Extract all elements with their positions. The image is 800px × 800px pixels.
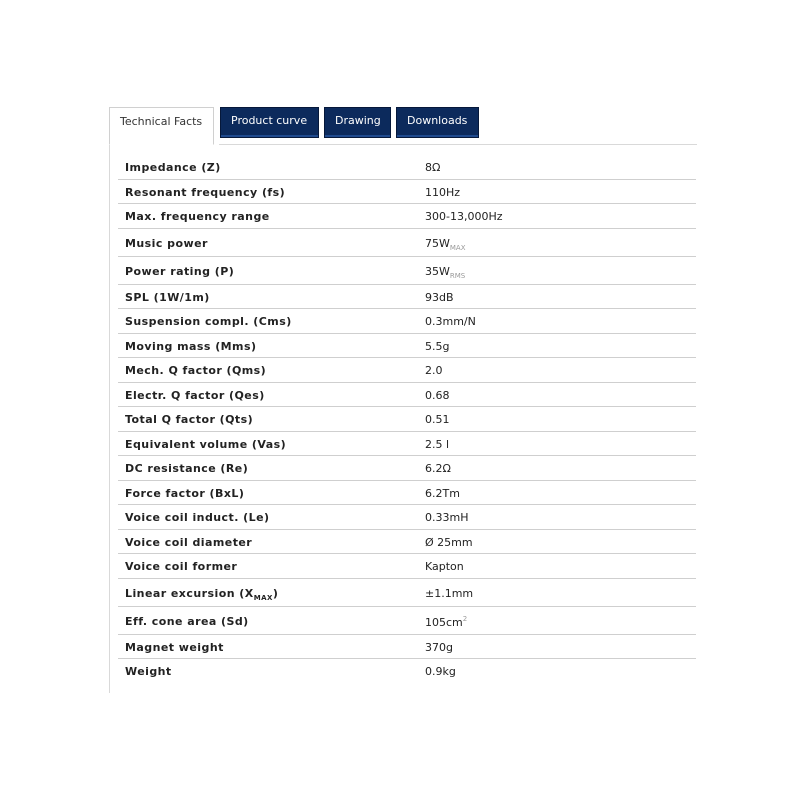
spec-value-main: 35W [425, 264, 450, 278]
tab-technical-facts[interactable]: Technical Facts [109, 107, 214, 145]
tab-downloads[interactable]: Downloads [396, 107, 479, 138]
tab-bar [109, 107, 697, 145]
spec-label: Mech. Q factor (Qms) [125, 364, 267, 377]
spec-row-linear-excursion [118, 579, 696, 607]
tab-underline [219, 144, 697, 145]
spec-label: Max. frequency range [125, 210, 270, 223]
spec-row-impedance [118, 155, 696, 180]
spec-row-suspension-compliance [118, 309, 696, 334]
spec-row-dc-resistance [118, 456, 696, 481]
spec-label-subscript: MAX [253, 593, 273, 602]
spec-label-close: ) [272, 586, 279, 600]
spec-table [118, 155, 696, 684]
spec-value [425, 265, 465, 280]
spec-label-main: Linear excursion (X [125, 586, 254, 600]
spec-value-subscript: RMS [449, 271, 466, 280]
spec-row-magnet-weight [118, 635, 696, 660]
spec-label: Equivalent volume (Vas) [125, 437, 287, 451]
spec-row-moving-mass [118, 334, 696, 359]
spec-label: Voice coil former [125, 560, 238, 573]
spec-value: ±1.1mm [425, 586, 474, 600]
spec-value: 0.9kg [425, 665, 456, 678]
spec-value: 370g [425, 640, 453, 654]
spec-value: 110Hz [425, 185, 461, 199]
spec-label: Power rating (P) [125, 264, 235, 278]
spec-label: Music power [125, 236, 208, 250]
tab-product-curve[interactable]: Product curve [220, 107, 319, 138]
spec-row-voice-coil-former [118, 554, 696, 579]
spec-label [125, 587, 278, 602]
spec-row-power-rating [118, 257, 696, 285]
product-details-panel [109, 107, 697, 693]
spec-row-spl [118, 285, 696, 310]
spec-value: 6.2Tm [425, 486, 460, 500]
spec-row-equivalent-volume [118, 432, 696, 457]
spec-value: 93dB [425, 290, 454, 304]
spec-label: Force factor (BxL) [125, 486, 245, 500]
spec-row-electr-q-factor [118, 383, 696, 408]
spec-label: Weight [125, 665, 172, 678]
spec-row-total-q-factor [118, 407, 696, 432]
spec-value: 0.51 [425, 413, 450, 426]
spec-row-voice-coil-diameter [118, 530, 696, 555]
spec-row-music-power [118, 229, 696, 257]
spec-label: Impedance (Z) [125, 161, 221, 174]
spec-label: Voice coil diameter [125, 535, 253, 549]
spec-value: Ø 25mm [425, 535, 473, 549]
spec-row-resonant-frequency [118, 180, 696, 205]
spec-value: 0.3mm/N [425, 315, 476, 328]
spec-value: 2.5 l [425, 437, 450, 451]
spec-label: Resonant frequency (fs) [125, 185, 286, 199]
spec-value-superscript: 2 [462, 614, 468, 623]
spec-label: SPL (1W/1m) [125, 290, 210, 304]
spec-row-cone-area [118, 607, 696, 635]
spec-value: 5.5g [425, 339, 450, 353]
spec-row-voice-coil-inductance [118, 505, 696, 530]
spec-value-main: 75W [425, 236, 450, 250]
tab-drawing[interactable]: Drawing [324, 107, 391, 138]
spec-label: Voice coil induct. (Le) [125, 511, 270, 524]
spec-value: 2.0 [425, 364, 443, 377]
spec-label: Magnet weight [125, 640, 224, 654]
spec-value: 0.33mH [425, 511, 469, 524]
spec-row-frequency-range [118, 204, 696, 229]
spec-value [425, 237, 466, 252]
spec-value-subscript: MAX [449, 243, 466, 252]
spec-label: Suspension compl. (Cms) [125, 315, 292, 328]
spec-value: 300-13,000Hz [425, 210, 503, 223]
spec-label: DC resistance (Re) [125, 462, 249, 475]
spec-label: Moving mass (Mms) [125, 339, 257, 353]
spec-label: Total Q factor (Qts) [125, 413, 254, 426]
spec-value: Kapton [425, 560, 464, 573]
spec-row-mech-q-factor [118, 358, 696, 383]
spec-row-force-factor [118, 481, 696, 506]
spec-row-weight [118, 659, 696, 684]
panel-left-border [109, 144, 110, 693]
spec-label: Eff. cone area (Sd) [125, 614, 249, 628]
spec-value [425, 615, 467, 629]
spec-value: 8Ω [425, 161, 441, 174]
spec-label: Electr. Q factor (Qes) [125, 388, 265, 402]
spec-value: 0.68 [425, 388, 450, 402]
spec-value: 6.2Ω [425, 462, 451, 475]
spec-value-main: 105cm [425, 615, 463, 629]
